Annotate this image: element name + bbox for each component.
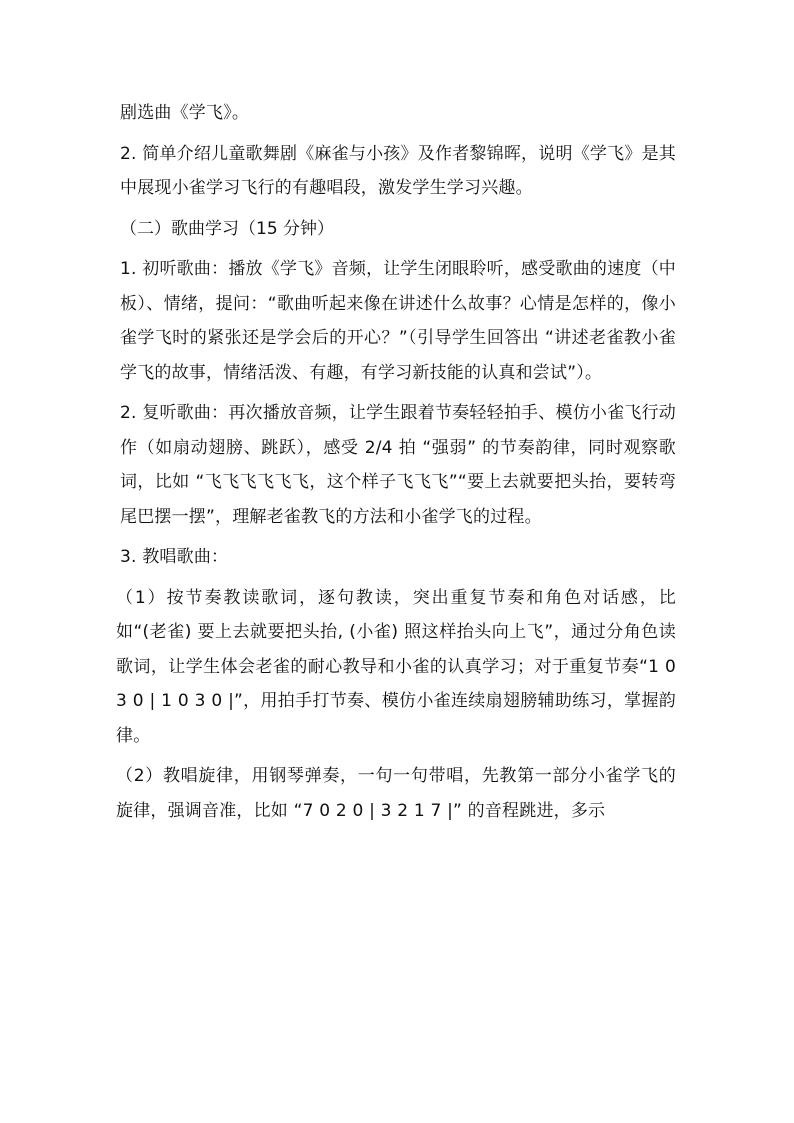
paragraph-first-listen: 1. 初听歌曲：播放《学飞》音频，让学生闭眼聆听，感受歌曲的速度（中板）、情绪，提问：“歌曲听起来像在讲述什么故事？心情是怎样的，像小雀学飞时的紧张还是学会后的开心？”（引导学生回答出 “讲述老雀教小雀学飞的故事，情绪活泼、有趣，有学习新技能的认真和尝试”）。 xyxy=(120,259,676,383)
paragraph-second-listen: 2. 复听歌曲：再次播放音频，让学生跟着节奏轻轻拍手、模仿小雀飞行动作（如扇动翅膀、跳跃），感受 2/4 拍 “强弱” 的节奏韵律，同时观察歌词，比如 “飞飞飞飞飞飞，这个样子飞飞飞”“要上去就要把头抬，要转弯尾巴摆一摆”，理解老雀教飞的方法和小雀学飞的过程。 xyxy=(120,403,676,527)
paragraph-teach-melody: （2）教唱旋律，用钢琴弹奏，一句一句带唱，先教第一部分小雀学飞的旋律，强调音准，比如 “7 0 2 0 | 3 2 1 7 |” 的音程跳进，多示 xyxy=(116,766,676,821)
paragraph-teach-lyrics: （1）按节奏教读歌词，逐句教读，突出重复节奏和角色对话感，比如“(老雀) 要上去就要把头抬, (小雀) 照这样抬头向上飞”，通过分角色读歌词，让学生体会老雀的耐心教导和小雀的认真学习；对于重复节奏“1 0 3 0 | 1 0 3 0 |”，用拍手打节奏、模仿小雀连续扇翅膀辅助练习，掌握韵律。 xyxy=(116,587,676,746)
paragraph-intro-item-2: 2. 简单介绍儿童歌舞剧《麻雀与小孩》及作者黎锦晖，说明《学飞》是其中展现小雀学习飞行的有趣唱段，激发学生学习兴趣。 xyxy=(120,143,676,198)
paragraph-intro-tail: 剧选曲《学飞》。 xyxy=(120,103,250,123)
paragraph-teach-singing: 3. 教唱歌曲： xyxy=(120,547,229,567)
section-heading-song-learning: （二）歌曲学习（15 分钟） xyxy=(120,218,335,239)
document-body xyxy=(116,96,676,834)
